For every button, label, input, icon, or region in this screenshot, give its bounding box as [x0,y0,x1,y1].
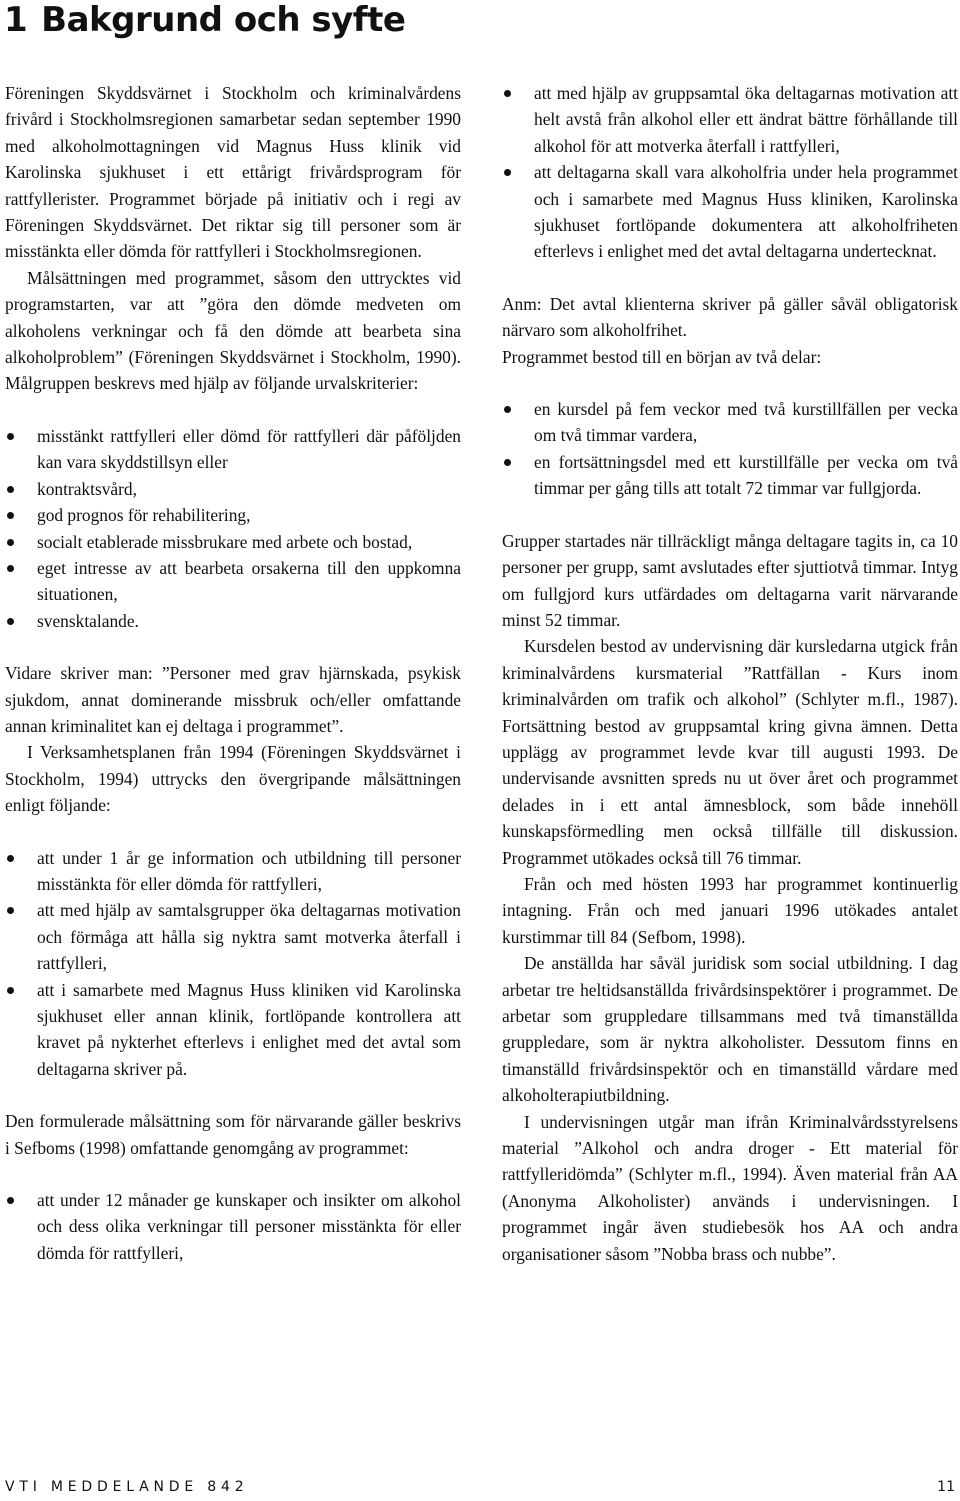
intake-paragraph: Från och med hösten 1993 har programmet kontinuerlig intagning. Från och med januari 1996 utökades antalet kurstimmar till 84 (Sefbom, 1998). [502,873,958,947]
chapter-heading [4,0,405,44]
goals-list [5,845,461,1083]
note-paragraph: Anm: Det avtal klienterna skriver på gäller såväl obligatorisk närvaro som alkoholfrihet. [502,293,958,341]
spacer [502,370,958,396]
criteria-item: god prognos för rehabilitering, [5,502,461,528]
spacer [502,502,958,528]
current-goals-list [5,1187,461,1266]
series-label: VTI MEDDELANDE 842 [5,1479,249,1495]
exclusion-paragraph: Vidare skriver man: ”Personer med grav hjärnskada, psykisk sjukdom, annat dominerande missbruk och/eller omfattande annan kriminalitet kan ej deltaga i programmet”. [5,663,461,736]
parts-intro: Programmet bestod till en början av två delar: [502,346,822,367]
page-footer [5,1478,955,1496]
criteria-list [5,423,461,634]
criteria-item: svensktalande. [5,608,461,634]
intro-paragraph: Föreningen Skyddsvärnet i Stockholm och kriminalvårdens frivård i Stockholmsregionen samarbetar sedan september 1990 med alkoholmottagningen vid Magnus Huss klinik vid Karolinska sjukhuset i ett ettårigt frivårdsprogram för rattfyllerister. Programmet började på initiativ och i regi av Föreningen Skyddsvärnet. Det riktar sig till personer som är misstänkta eller dömda för rattfylleri i Stockholmsregionen. [5,83,461,262]
spacer [5,819,461,845]
parts-list [502,396,958,502]
current-goal-paragraph: Den formulerade målsättning som för närvarande gäller beskrivs i Sefboms (1998) omfattande genomgång av programmet: [5,1111,461,1158]
current-goal-item: att med hjälp av gruppsamtal öka deltagarnas motivation att helt avstå från alkohol eller ett ändrat bättre förhållande till alkohol för att motverka återfall i rattfylleri, [502,80,958,159]
left-column [5,80,461,1266]
aim-paragraph: Målsättningen med programmet, såsom den uttrycktes vid programstarten, var att ”göra den dömde medveten om alkoholens verkningar och få den dömde att bearbeta sina alkoholproblem” (Föreningen Skyddsvärnet i Stockholm, 1990). Målgruppen beskrevs med hjälp av följande urvalskriterier: [5,267,461,394]
staff-paragraph: De anställda har såväl juridisk som social utbildning. I dag arbetar tre heltidsanställda frivårdsinspektörer i programmet. De arbetar som gruppledare tillsammans med två timanställda gruppledare, som är nyktra alkoholister. Dessutom finns en timanställd frivårdsinspektör och en timanställd vårdare med alkoholterapiutbildning. [502,953,958,1106]
goal-item: att under 1 år ge information och utbildning till personer misstänkta för eller dömda för rattfylleri, [5,845,461,898]
current-goal-item: att deltagarna skall vara alkoholfria under hela programmet och i samarbete med Magnus Huss kliniken, Karolinska sjukhuset fortlöpande dokumentera att alkoholfriheten efterlevs i enlighet med det avtal deltagarna undertecknat. [502,159,958,265]
criteria-item: socialt etablerade missbrukare med arbete och bostad, [5,529,461,555]
spacer [5,1082,461,1108]
chapter-number: 1 [4,0,28,40]
current-goals-list-continued [502,80,958,265]
criteria-item: misstänkt rattfylleri eller dömd för rattfylleri där påföljden kan vara skyddstillsyn eller [5,423,461,476]
course-paragraph: Kursdelen bestod av undervisning där kursledarna utgick från kriminalvårdens kursmaterial ”Rattfällan - Kurs inom kriminalvården om trafik och alkohol” (Schlyter m.fl., 1987). Fortsättning bestod av gruppsamtal kring givna ämnen. Detta upplägg av programmet levde kvar till augusti 1993. De undervisande avsnitten spreds nu ut över året och programmet delades in i ett antal ämnesblock, som både innehöll kunskapsförmedling men också tillfälle till diskussion. Programmet utökades också till 76 timmar. [502,636,958,868]
material-paragraph: I undervisningen utgår man ifrån Kriminalvårdsstyrelsens material ”Alkohol och andra droger - Ett material för rattfylleridömda” (Schlyter m.fl., 1994). Även material från AA (Anonyma Alkoholister) används i undervisningen. I programmet ingår även studiebesök hos AA och andra organisationer såsom ”Nobba brass och nubbe”. [502,1111,958,1264]
spacer [5,1161,461,1187]
part-item: en kursdel på fem veckor med två kurstillfällen per vecka om två timmar vardera, [502,396,958,449]
plan-paragraph: I Verksamhetsplanen från 1994 (Föreningen Skyddsvärnet i Stockholm, 1994) uttrycks den övergripande målsättningen enligt följande: [5,742,461,816]
part-item: en fortsättningsdel med ett kurstillfälle per vecka om två timmar per gång tills att totalt 72 timmar var fullgjorda. [502,449,958,502]
criteria-item: kontraktsvård, [5,476,461,502]
spacer [502,265,958,291]
goal-item: att med hjälp av samtalsgrupper öka deltagarnas motivation och förmåga att hålla sig nyktra samt motverka återfall i rattfylleri, [5,897,461,976]
chapter-title: Bakgrund och syfte [41,0,406,40]
current-goal-item: att under 12 månader ge kunskaper och insikter om alkohol och dess olika verkningar till personer misstänkta för eller dömda för rattfylleri, [5,1187,461,1266]
goal-item: att i samarbete med Magnus Huss kliniken vid Karolinska sjukhuset eller annan klinik, fortlöpande kontrollera att kravet på nykterhet efterlevs i enlighet med det avtal som deltagarna skriver på. [5,977,461,1083]
page-number: 11 [937,1479,955,1495]
right-column [502,80,958,1267]
spacer [5,397,461,423]
spacer [5,634,461,660]
groups-paragraph: Grupper startades när tillräckligt många deltagare tagits in, ca 10 personer per grupp, samt avslutades efter sjuttiotvå timmar. Intyg om fullgjord kurs utfärdades om deltagarna varit närvarande minst 52 timmar. [502,530,958,630]
criteria-item: eget intresse av att bearbeta orsakerna till den uppkomna situationen, [5,555,461,608]
